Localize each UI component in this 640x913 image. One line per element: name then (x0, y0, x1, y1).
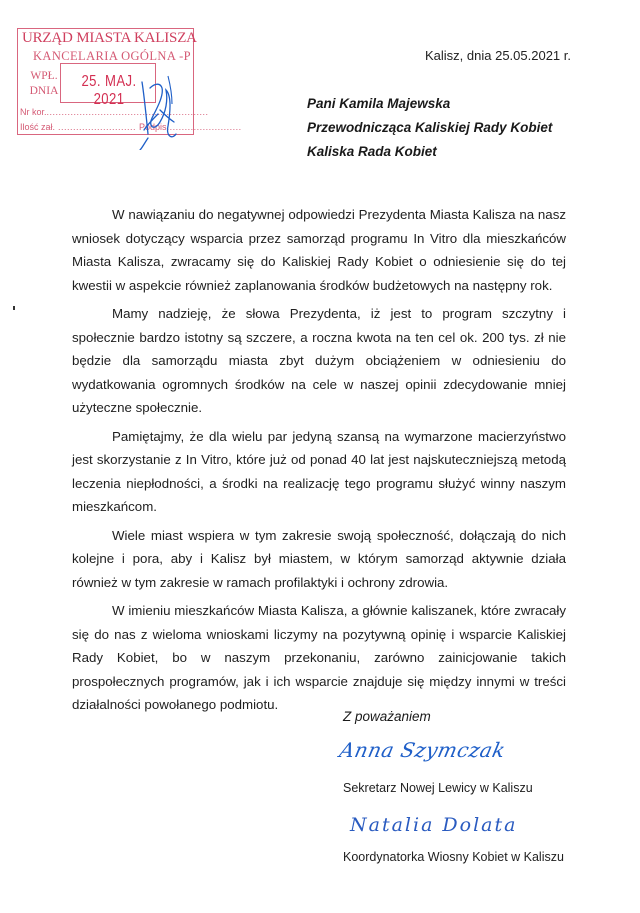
addressee-block (307, 92, 552, 164)
addressee-organization: Kaliska Rada Kobiet (307, 144, 437, 159)
letter-body (72, 203, 566, 722)
stamp-initials-signature (138, 74, 188, 150)
addressee-name: Pani Kamila Majewska (307, 96, 451, 111)
closing-salutation: Z poważaniem (343, 709, 431, 724)
scan-speck (13, 306, 15, 310)
place-and-date: Kalisz, dnia 25.05.2021 r. (425, 48, 571, 63)
stamp-attachments-line: Ilość zał. .......................... Podpis......................... (20, 122, 242, 132)
stamp-ref-line: Nr kor....................................................... (20, 107, 209, 117)
stamp-received-label (26, 69, 62, 99)
stamp-signature-label: Podpis (139, 122, 167, 132)
stamp-received-label-line2: DNIA (29, 85, 59, 97)
paragraph: Mamy nadzieję, że słowa Prezydenta, iż jest to program szczytny i społecznie bardzo istotny są szczere, a roczna kwota na ten cel ok. 200 tys. zł nie będzie dla samorządu miasta zbyt dużym obciążeniem w odniesieniu do wydatkowania ogromnych środków na cele w naszej opinii zdecydowanie mniej użyteczne społecznie. (72, 306, 566, 415)
paragraph: W nawiązaniu do negatywnej odpowiedzi Prezydenta Miasta Kalisza na nasz wniosek dotyczący wsparcia przez samorząd programu In Vitro dla mieszkańców Miasta Kalisza, zwracamy się do Kaliskiej Rady Kobiet o odniesienie się do tej kwestii w aspekcie również zaplanowania środków budżetowych na następny rok. (72, 207, 566, 293)
stamp-received-label-line1: WPŁ. (30, 70, 58, 82)
stamp-department: KANCELARIA OGÓLNA -P (33, 49, 191, 63)
stamp-attachments-label: Ilość zał. (20, 122, 56, 132)
paragraph: Pamiętajmy, że dla wielu par jedyną szansą na wymarzone macierzyństwo jest skorzystanie z In Vitro, które już od ponad 40 lat jest najskuteczniejszą metodą leczenia niepłodności, a środki na realizację tego programu służyć winny naszym mieszkańcom. (72, 428, 566, 514)
paragraph: Wiele miast wspiera w tym zakresie swoją społeczność, dołączają do nich kolejne i pora, aby i Kalisz był miastem, w którym samorząd aktywnie działa również w tym zakresie w ramach profilaktyki i ochrony zdrowia. (72, 527, 566, 590)
stamp-received-date: 25. MAJ. 2021 (81, 73, 137, 108)
signatory-role-2: Koordynatorka Wiosny Kobiet w Kaliszu (343, 850, 564, 864)
addressee-title: Przewodnicząca Kaliskiej Rady Kobiet (307, 120, 553, 135)
stamp-office-name: URZĄD MIASTA KALISZA (22, 30, 197, 46)
signature-anna-szymczak: Anna Szymczak (337, 738, 508, 762)
paragraph: W imieniu mieszkańców Miasta Kalisza, a głównie kaliszanek, które zwracały się do nas z wieloma wnioskami liczymy na pozytywną opinię i wsparcie Kaliskiej Rady Kobiet, bo w naszym przekonaniu, zarówno zainicjowanie takich prospołecznych programów, jak i ich wsparcie znajduje się między innymi w treści działalności powołanego podmiotu. (72, 603, 566, 712)
signatory-role-1: Sekretarz Nowej Lewicy w Kaliszu (343, 781, 533, 795)
stamp-ref-label: Nr kor. (20, 107, 47, 117)
signature-natalia-dolata: Natalia Dolata (350, 814, 518, 836)
